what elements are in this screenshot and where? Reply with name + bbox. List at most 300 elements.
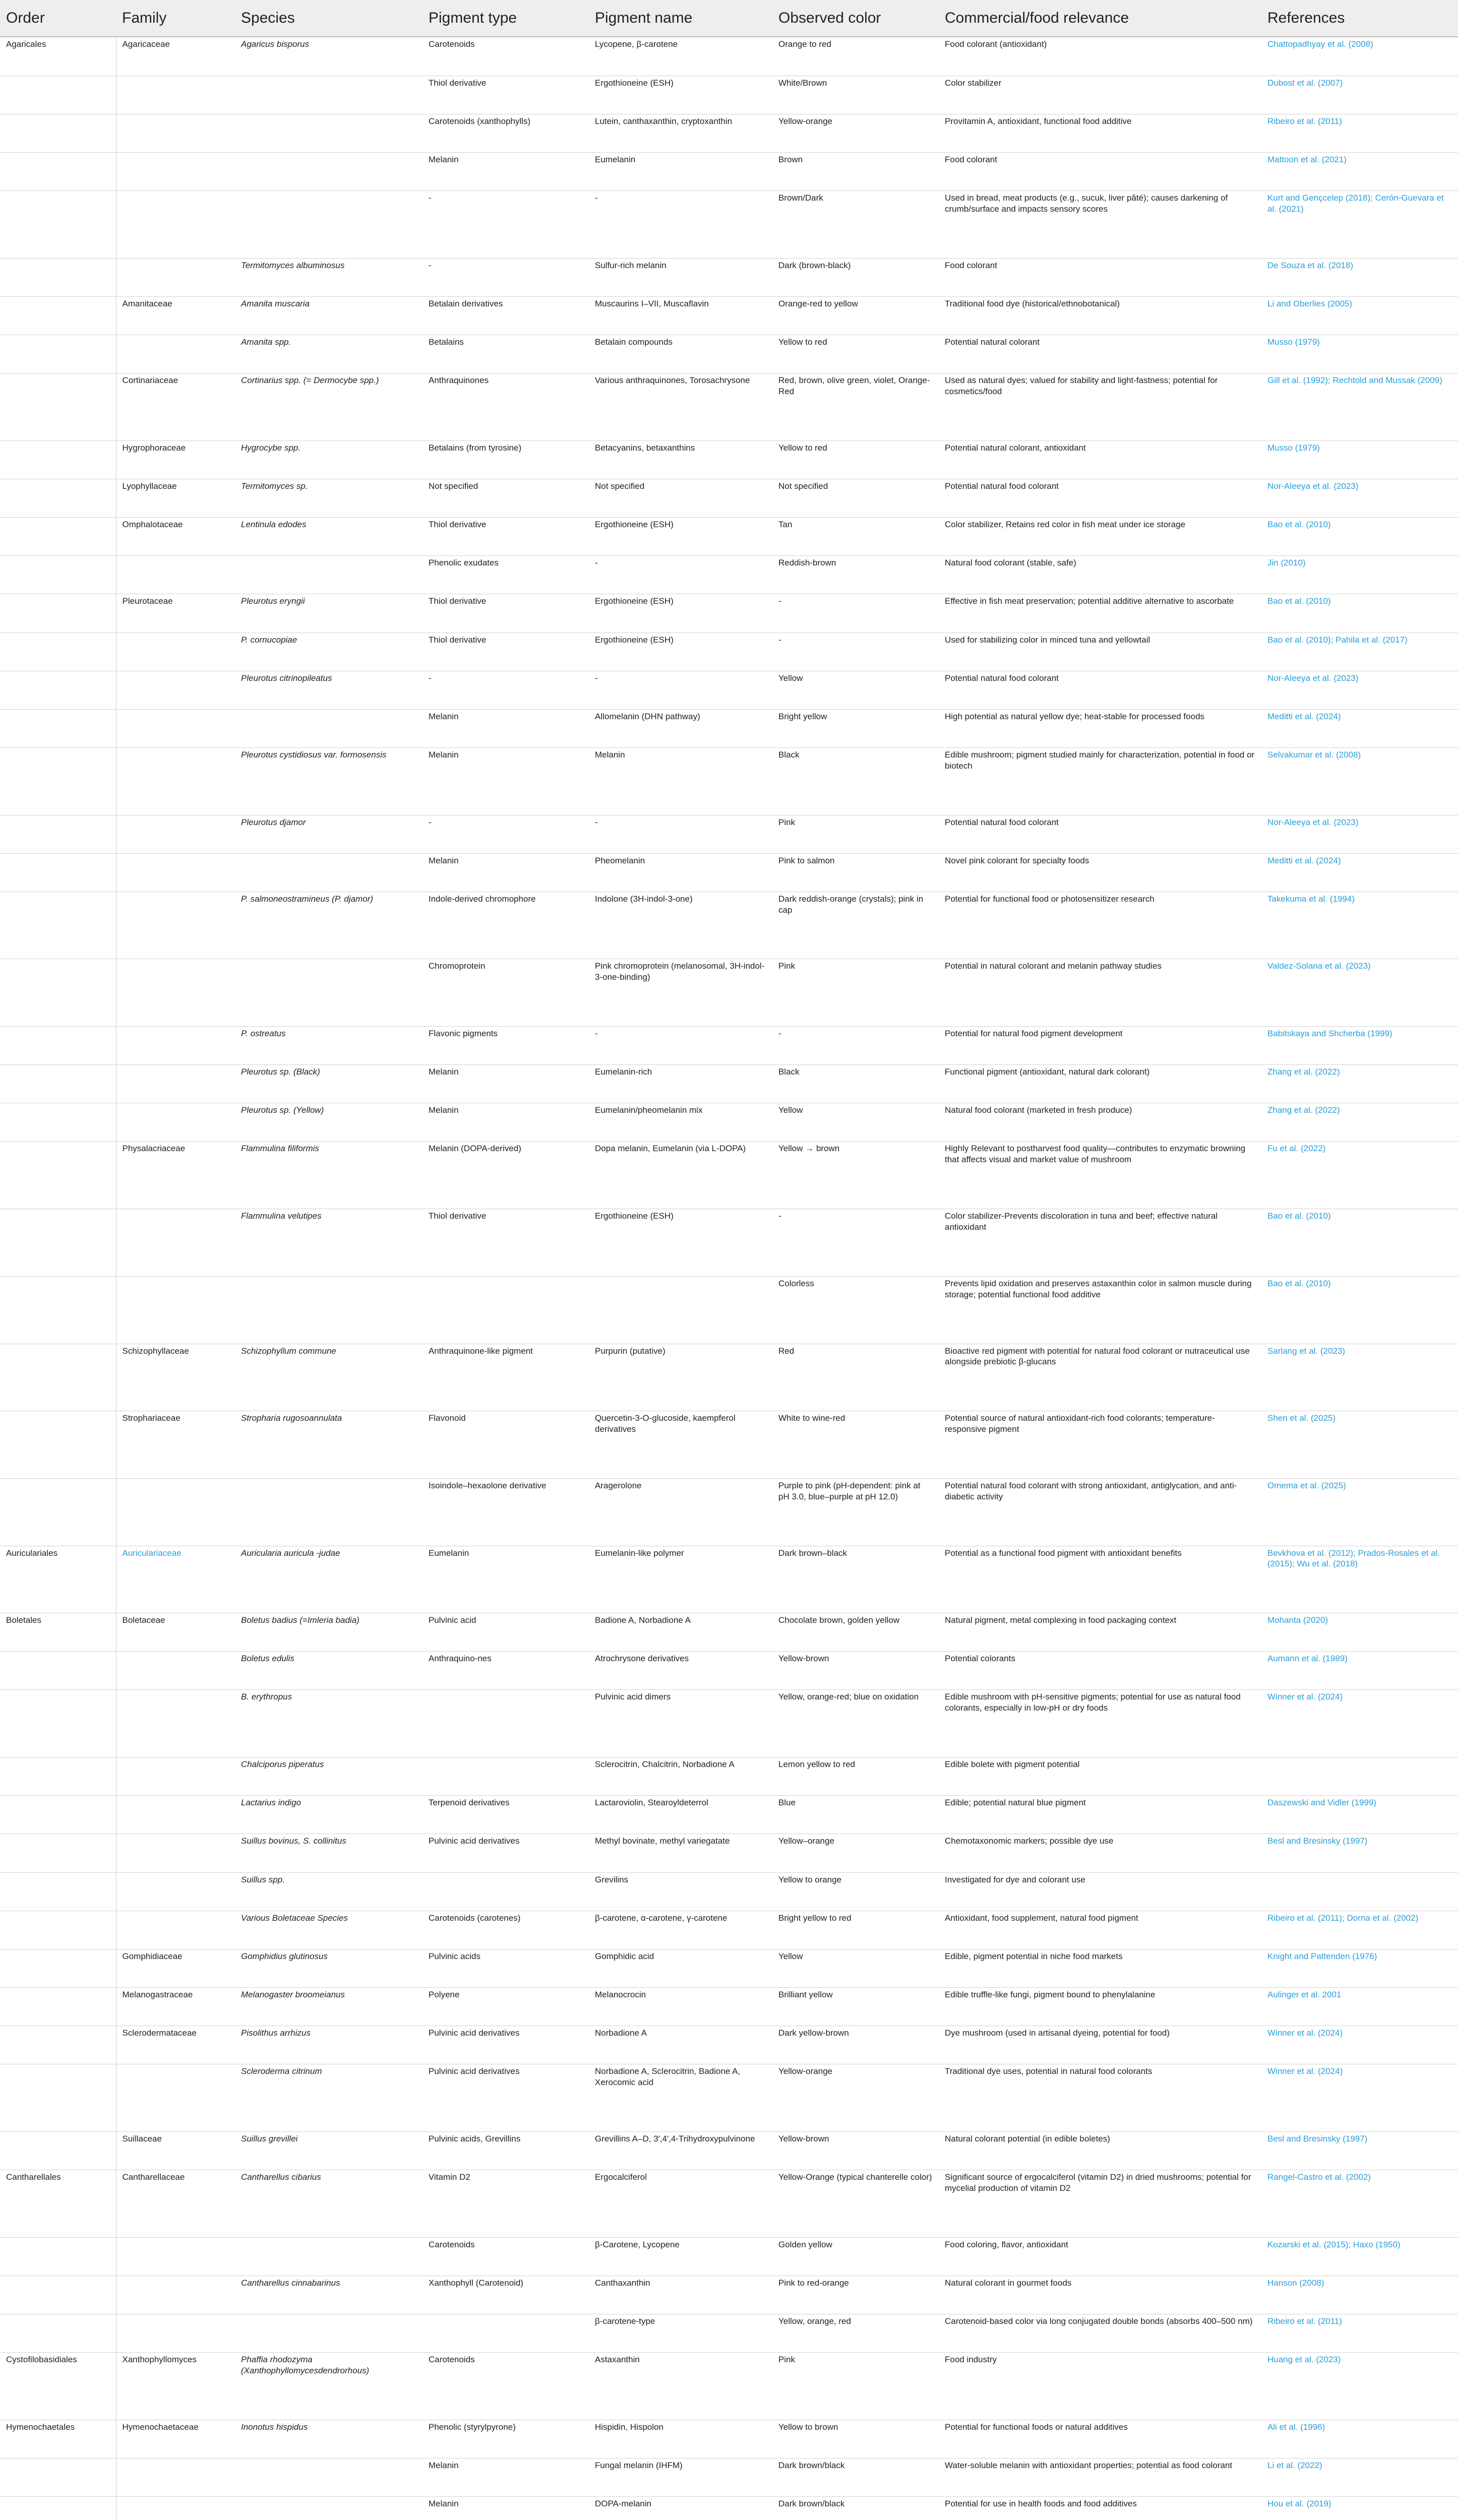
cell-pigment-name: Norbadione A [589,2026,772,2064]
cell-observed-color: Dark brown/black [772,2458,939,2496]
cell-pigment-type: Indole-derived chromophore [422,892,589,959]
cell-observed-color: Black [772,747,939,815]
cell-family: Strophariaceae [116,1411,235,1479]
cell-reference[interactable]: Bao et al. (2010) [1261,518,1458,556]
cell-observed-color: Yellow to red [772,335,939,373]
cell-observed-color: Pink to red-orange [772,2276,939,2314]
cell-pigment-type: Pulvinic acids, Grevillins [422,2131,589,2170]
cell-species: Scleroderma citrinum [235,2064,422,2132]
cell-pigment-name: Pulvinic acid dimers [589,1690,772,1757]
cell-species: P. salmoneostramineus (P. djamor) [235,892,422,959]
cell-order [0,2237,116,2276]
table-row [0,1757,1458,1796]
cell-pigment-name: Ergothioneine (ESH) [589,76,772,114]
cell-reference[interactable]: Chattopadhyay et al. (2008) [1261,37,1458,76]
cell-species: B. erythropus [235,1690,422,1757]
cell-observed-color: Yellow to brown [772,2420,939,2458]
cell-family [116,1757,235,1796]
cell-reference[interactable]: Huang et al. (2023) [1261,2352,1458,2420]
cell-relevance: Color stabilizer [939,76,1261,114]
cell-observed-color: Bright yellow [772,709,939,747]
cell-species [235,114,422,153]
cell-relevance: Edible mushroom with pH-sensitive pigments; potential for use as natural food colorants, especially in low-pH or dry foods [939,1690,1261,1757]
cell-family: Pleurotaceae [116,594,235,633]
cell-pigment-name: Canthaxanthin [589,2276,772,2314]
cell-family [116,671,235,709]
cell-pigment-type: Not specified [422,479,589,518]
cell-relevance: Edible; potential natural blue pigment [939,1796,1261,1834]
cell-pigment-name: Aragerolone [589,1478,772,1546]
cell-reference[interactable]: Ali et al. (1996) [1261,2420,1458,2458]
cell-reference[interactable]: Selvakumar et al. (2008) [1261,747,1458,815]
cell-species: Various Boletaceae Species [235,1911,422,1949]
cell-pigment-name: Ergothioneine (ESH) [589,518,772,556]
cell-reference[interactable]: Meditti et al. (2024) [1261,853,1458,892]
table-row [0,2352,1458,2420]
cell-order [0,1103,116,1142]
cell-relevance: Potential colorants [939,1652,1261,1690]
cell-relevance: Potential natural food colorant [939,479,1261,518]
cell-pigment-name: Various anthraquinones, Torosachrysone [589,373,772,441]
col-header-species: Species [235,0,422,37]
cell-family [116,1652,235,1690]
cell-observed-color: Yellow to red [772,440,939,479]
cell-species [235,709,422,747]
cell-order [0,2276,116,2314]
cell-reference[interactable]: Sarlang et al. (2023) [1261,1344,1458,1411]
cell-order [0,1478,116,1546]
cell-observed-color: Pink [772,815,939,853]
cell-pigment-type: Carotenoids [422,37,589,76]
cell-family [116,335,235,373]
cell-relevance: Potential for natural food pigment development [939,1027,1261,1065]
cell-reference[interactable]: Knight and Pattenden (1976) [1261,1949,1458,1987]
cell-observed-color: Colorless [772,1276,939,1344]
cell-species: Cortinarius spp. (= Dermocybe spp.) [235,373,422,441]
cell-reference[interactable]: Hanson (2008) [1261,2276,1458,2314]
col-header-order: Order [0,0,116,37]
cell-reference[interactable]: Winner et al. (2024) [1261,2064,1458,2132]
cell-reference[interactable]: Nor-Aleeya et al. (2023) [1261,671,1458,709]
cell-observed-color: Yellow [772,1949,939,1987]
cell-relevance: Natural pigment, metal complexing in food packaging context [939,1613,1261,1652]
cell-species: Lentinula edodes [235,518,422,556]
cell-reference[interactable]: Ribeiro et al. (2011) [1261,2314,1458,2352]
cell-order: Hymenochaetales [0,2420,116,2458]
cell-order [0,2314,116,2352]
cell-order [0,1757,116,1796]
cell-pigment-type: Carotenoids (carotenes) [422,1911,589,1949]
cell-species: Pleurotus sp. (Black) [235,1065,422,1103]
cell-pigment-type: Melanin (DOPA-derived) [422,1142,589,1209]
cell-species: Pleurotus cystidiosus var. formosensis [235,747,422,815]
table-row [0,1103,1458,1142]
cell-reference[interactable]: Zhang et al. (2022) [1261,1103,1458,1142]
cell-reference[interactable]: Bevkhova et al. (2012); Prados-Rosales et al. (2015); Wu et al. (2018) [1261,1546,1458,1613]
table-row [0,1027,1458,1065]
cell-reference[interactable]: Ribeiro et al. (2011); Dorna et al. (2002) [1261,1911,1458,1949]
cell-observed-color: Brown/Dark [772,191,939,259]
cell-order [0,2131,116,2170]
cell-reference[interactable]: Jin (2010) [1261,556,1458,594]
table-row [0,191,1458,259]
cell-reference[interactable]: Li and Oberlies (2005) [1261,297,1458,335]
table-row [0,2420,1458,2458]
cell-reference[interactable]: Takekuma et al. (1994) [1261,892,1458,959]
cell-relevance: Traditional dye uses, potential in natural food colorants [939,2064,1261,2132]
cell-pigment-type: Eumelanin [422,1546,589,1613]
table-row [0,815,1458,853]
table-row [0,671,1458,709]
cell-observed-color: Brilliant yellow [772,1987,939,2026]
cell-reference[interactable]: Zhang et al. (2022) [1261,1065,1458,1103]
cell-pigment-name: Pheomelanin [589,853,772,892]
cell-reference[interactable]: Rangel-Castro et al. (2002) [1261,2170,1458,2237]
cell-relevance: Color stabilizer, Retains red color in fish meat under ice storage [939,518,1261,556]
header-row [0,0,1458,37]
cell-species: Flammulina filiformis [235,1142,422,1209]
cell-order [0,1209,116,1277]
cell-pigment-type: Melanin [422,709,589,747]
cell-pigment-name: Not specified [589,479,772,518]
cell-observed-color: Orange-red to yellow [772,297,939,335]
cell-observed-color: Yellow, orange, red [772,2314,939,2352]
cell-relevance: Potential natural colorant [939,335,1261,373]
cell-reference[interactable]: Shen et al. (2025) [1261,1411,1458,1479]
cell-family [116,191,235,259]
cell-family: Auriculariaceae [116,1546,235,1613]
table-row [0,2131,1458,2170]
cell-reference[interactable]: Mattoon et al. (2021) [1261,153,1458,191]
cell-pigment-name: - [589,815,772,853]
cell-pigment-type: Xanthophyll (Carotenoid) [422,2276,589,2314]
cell-relevance: Natural food colorant (marketed in fresh produce) [939,1103,1261,1142]
cell-species: Amanita spp. [235,335,422,373]
cell-pigment-name: Astaxanthin [589,2352,772,2420]
cell-relevance: Used in bread, meat products (e.g., sucuk, liver pâté); causes darkening of crumb/surface and impacts sensory scores [939,191,1261,259]
table-row [0,76,1458,114]
cell-species [235,2458,422,2496]
cell-pigment-name: Melanocrocin [589,1987,772,2026]
cell-relevance: Food colorant (antioxidant) [939,37,1261,76]
cell-reference[interactable]: Gill et al. (1992); Rechtold and Mussak (2009) [1261,373,1458,441]
cell-pigment-type: Carotenoids [422,2352,589,2420]
cell-species: Suillus grevillei [235,2131,422,2170]
cell-order [0,1276,116,1344]
cell-order: Auriculariales [0,1546,116,1613]
cell-observed-color: - [772,633,939,671]
cell-order [0,892,116,959]
cell-pigment-name: Lactaroviolin, Stearoyldeterrol [589,1796,772,1834]
cell-observed-color: Yellow-Orange (typical chanterelle color) [772,2170,939,2237]
cell-order [0,297,116,335]
table-row [0,1949,1458,1987]
cell-pigment-name: β-carotene-type [589,2314,772,2352]
cell-order [0,594,116,633]
table-row [0,1209,1458,1277]
cell-reference[interactable]: Hou et al. (2019) [1261,2496,1458,2520]
cell-species: Chalciporus piperatus [235,1757,422,1796]
cell-reference[interactable]: Ribeiro et al. (2011) [1261,114,1458,153]
cell-order [0,373,116,441]
cell-reference[interactable]: Aulinger et al. 2001 [1261,1987,1458,2026]
cell-pigment-type: Polyene [422,1987,589,2026]
cell-order [0,479,116,518]
cell-pigment-type: Flavonoid [422,1411,589,1479]
cell-relevance: Bioactive red pigment with potential for natural food colorant or nutraceutical use alongside prebiotic β-glucans [939,1344,1261,1411]
cell-order [0,1872,116,1911]
table-row [0,258,1458,296]
cell-pigment-name: Allomelanin (DHN pathway) [589,709,772,747]
cell-reference[interactable]: Kurt and Gençcelep (2018); Cerón-Guevara et al. (2021) [1261,191,1458,259]
cell-observed-color: Dark yellow-brown [772,2026,939,2064]
cell-pigment-name: Betalain compounds [589,335,772,373]
cell-relevance: Used as natural dyes; valued for stability and light-fastness; potential for cosmetics/food [939,373,1261,441]
cell-pigment-type: Thiol derivative [422,76,589,114]
cell-reference[interactable]: Aumann et al. (1989) [1261,1652,1458,1690]
cell-order [0,556,116,594]
cell-pigment-type: Betalain derivatives [422,297,589,335]
cell-pigment-name: Eumelanin [589,153,772,191]
cell-pigment-name: Eumelanin-rich [589,1065,772,1103]
cell-pigment-type [422,1276,589,1344]
col-header-pigment-name: Pigment name [589,0,772,37]
cell-species [235,191,422,259]
cell-reference[interactable]: Bao et al. (2010) [1261,1209,1458,1277]
cell-family: Lyophyllaceae [116,479,235,518]
cell-order [0,633,116,671]
cell-pigment-type: Anthraquino-nes [422,1652,589,1690]
cell-reference[interactable]: Musso (1979) [1261,440,1458,479]
cell-species: Pisolithus arrhizus [235,2026,422,2064]
cell-observed-color: Reddish-brown [772,556,939,594]
cell-pigment-name: Purpurin (putative) [589,1344,772,1411]
cell-pigment-type: Betalains [422,335,589,373]
cell-order: Cantharellales [0,2170,116,2237]
cell-reference[interactable]: Fu et al. (2022) [1261,1142,1458,1209]
cell-species: Cantharellus cibarius [235,2170,422,2237]
cell-pigment-type: Thiol derivative [422,518,589,556]
cell-order [0,191,116,259]
cell-reference[interactable]: Li et al. (2022) [1261,2458,1458,2496]
table-row [0,297,1458,335]
cell-relevance: Prevents lipid oxidation and preserves astaxanthin color in salmon muscle during storage; potential functional food additive [939,1276,1261,1344]
cell-relevance: Water-soluble melanin with antioxidant properties; potential as food colorant [939,2458,1261,2496]
cell-pigment-name: Methyl bovinate, methyl variegatate [589,1834,772,1872]
cell-species [235,153,422,191]
cell-species: Pleurotus sp. (Yellow) [235,1103,422,1142]
cell-observed-color: Dark reddish-orange (crystals); pink in cap [772,892,939,959]
cell-pigment-type: Thiol derivative [422,594,589,633]
cell-observed-color: Pink [772,2352,939,2420]
cell-relevance: Potential natural food colorant [939,671,1261,709]
cell-pigment-name [589,1276,772,1344]
cell-family [116,2064,235,2132]
cell-species: P. cornucopiae [235,633,422,671]
cell-reference[interactable]: Bao et al. (2010); Pahila et al. (2017) [1261,633,1458,671]
cell-pigment-name: Muscaurins I–VII, Muscaflavin [589,297,772,335]
cell-relevance: Potential natural colorant, antioxidant [939,440,1261,479]
cell-reference[interactable]: Daszewski and Vidler (1999) [1261,1796,1458,1834]
cell-order [0,1690,116,1757]
cell-relevance: Edible mushroom; pigment studied mainly for characterization, potential in food or biotech [939,747,1261,815]
cell-reference[interactable]: Besl and Bresinsky (1997) [1261,1834,1458,1872]
cell-family: Hymenochaetaceae [116,2420,235,2458]
table-row [0,2458,1458,2496]
cell-reference[interactable]: Omema et al. (2025) [1261,1478,1458,1546]
cell-species: Termitomyces sp. [235,479,422,518]
cell-family: Omphalotaceae [116,518,235,556]
cell-species: Phaffia rhodozyma (Xanthophyllomycesdendrorhous) [235,2352,422,2420]
cell-order [0,1027,116,1065]
cell-pigment-name: Melanin [589,747,772,815]
cell-order [0,1987,116,2026]
cell-order [0,1065,116,1103]
cell-observed-color: Yellow-brown [772,1652,939,1690]
cell-pigment-type [422,1872,589,1911]
cell-species: Pleurotus eryngii [235,594,422,633]
cell-pigment-type: Vitamin D2 [422,2170,589,2237]
cell-family [116,1872,235,1911]
cell-pigment-type [422,1757,589,1796]
cell-family [116,853,235,892]
cell-family [116,556,235,594]
cell-reference [1261,1872,1458,1911]
table-row [0,892,1458,959]
cell-pigment-type: Melanin [422,2458,589,2496]
table-row [0,1872,1458,1911]
cell-species [235,2314,422,2352]
cell-relevance: Highly Relevant to postharvest food quality—contributes to enzymatic browning that affects visual and market value of mushroom [939,1142,1261,1209]
cell-order [0,114,116,153]
cell-pigment-type: Melanin [422,2496,589,2520]
cell-reference[interactable]: Bao et al. (2010) [1261,1276,1458,1344]
cell-pigment-name: Lutein, canthaxanthin, cryptoxanthin [589,114,772,153]
cell-reference[interactable]: Mohanta (2020) [1261,1613,1458,1652]
cell-pigment-name: DOPA-melanin [589,2496,772,2520]
cell-order [0,2458,116,2496]
cell-pigment-type: Isoindole–hexaolone derivative [422,1478,589,1546]
cell-relevance: Food colorant [939,153,1261,191]
cell-relevance: Traditional food dye (historical/ethnobotanical) [939,297,1261,335]
cell-pigment-name: Atrochrysone derivatives [589,1652,772,1690]
cell-order [0,1411,116,1479]
cell-reference[interactable]: Babitskaya and Shcherba (1999) [1261,1027,1458,1065]
cell-species: Hygrocybe spp. [235,440,422,479]
cell-relevance: Effective in fish meat preservation; potential additive alternative to ascorbate [939,594,1261,633]
cell-reference[interactable]: Valdez-Solana et al. (2023) [1261,959,1458,1027]
cell-pigment-type: Pulvinic acid derivatives [422,2026,589,2064]
cell-pigment-name: Norbadione A, Sclerocitrin, Badione A, Xerocomic acid [589,2064,772,2132]
table-row [0,633,1458,671]
cell-pigment-name: - [589,556,772,594]
cell-pigment-type: - [422,815,589,853]
cell-pigment-type: Terpenoid derivatives [422,1796,589,1834]
cell-relevance: Potential natural food colorant [939,815,1261,853]
cell-pigment-name: Ergothioneine (ESH) [589,594,772,633]
cell-pigment-name: Quercetin-3-O-glucoside, kaempferol derivatives [589,1411,772,1479]
cell-pigment-name: Ergothioneine (ESH) [589,633,772,671]
cell-pigment-name: Hispidin, Hispolon [589,2420,772,2458]
cell-family [116,2314,235,2352]
cell-relevance: Potential natural food colorant with strong antioxidant, antiglycation, and anti-diabetic activity [939,1478,1261,1546]
cell-observed-color: Yellow–orange [772,1834,939,1872]
table-row [0,1478,1458,1546]
cell-observed-color: Yellow [772,1103,939,1142]
table-row [0,1613,1458,1652]
cell-species: Cantharellus cinnabarinus [235,2276,422,2314]
cell-reference[interactable]: Nor-Aleeya et al. (2023) [1261,815,1458,853]
cell-species: Gomphidius glutinosus [235,1949,422,1987]
table-row [0,959,1458,1027]
cell-order [0,959,116,1027]
cell-reference[interactable]: Winner et al. (2024) [1261,1690,1458,1757]
cell-family: Agaricaceae [116,37,235,76]
cell-observed-color: Red [772,1344,939,1411]
table-row [0,479,1458,518]
cell-observed-color: Orange to red [772,37,939,76]
cell-species: Suillus spp. [235,1872,422,1911]
cell-reference[interactable]: Meditti et al. (2024) [1261,709,1458,747]
cell-relevance: Edible, pigment potential in niche food markets [939,1949,1261,1987]
cell-pigment-type: Betalains (from tyrosine) [422,440,589,479]
cell-species: Pleurotus djamor [235,815,422,853]
cell-family [116,1276,235,1344]
cell-reference[interactable]: Besl and Bresinsky (1997) [1261,2131,1458,2170]
cell-species: Suillus bovinus, S. collinitus [235,1834,422,1872]
cell-pigment-name: Grevilins [589,1872,772,1911]
cell-relevance: Potential in natural colorant and melanin pathway studies [939,959,1261,1027]
cell-family [116,1796,235,1834]
cell-reference[interactable]: Kozarski et al. (2015); Haxo (1950) [1261,2237,1458,2276]
cell-order [0,258,116,296]
cell-pigment-name: Fungal melanin (IHFM) [589,2458,772,2496]
cell-order [0,1949,116,1987]
cell-reference[interactable]: Musso (1979) [1261,335,1458,373]
cell-order [0,76,116,114]
cell-pigment-type: Pulvinic acid [422,1613,589,1652]
cell-relevance: Used for stabilizing color in minced tuna and yellowtail [939,633,1261,671]
cell-family: Schizophyllaceae [116,1344,235,1411]
cell-species [235,556,422,594]
cell-order [0,709,116,747]
cell-pigment-name: Dopa melanin, Eumelanin (via L-DOPA) [589,1142,772,1209]
cell-reference[interactable]: De Souza et al. (2018) [1261,258,1458,296]
cell-order [0,1834,116,1872]
cell-observed-color: White/Brown [772,76,939,114]
cell-observed-color: Dark (brown-black) [772,258,939,296]
cell-family [116,1209,235,1277]
cell-reference[interactable]: Bao et al. (2010) [1261,594,1458,633]
cell-family: Xanthophyllomyces [116,2352,235,2420]
cell-species: Boletus edulis [235,1652,422,1690]
cell-family [116,114,235,153]
cell-reference[interactable]: Nor-Aleeya et al. (2023) [1261,479,1458,518]
cell-family: Physalacriaceae [116,1142,235,1209]
cell-pigment-name: β-Carotene, Lycopene [589,2237,772,2276]
cell-relevance: Potential as a functional food pigment with antioxidant benefits [939,1546,1261,1613]
cell-species: Inonotus hispidus [235,2420,422,2458]
cell-family [116,892,235,959]
cell-pigment-name: Lycopene, β-carotene [589,37,772,76]
cell-pigment-type: - [422,671,589,709]
cell-reference[interactable]: Winner et al. (2024) [1261,2026,1458,2064]
cell-reference[interactable]: Dubost et al. (2007) [1261,76,1458,114]
table-row [0,335,1458,373]
table-row [0,1652,1458,1690]
cell-family [116,709,235,747]
cell-family [116,153,235,191]
